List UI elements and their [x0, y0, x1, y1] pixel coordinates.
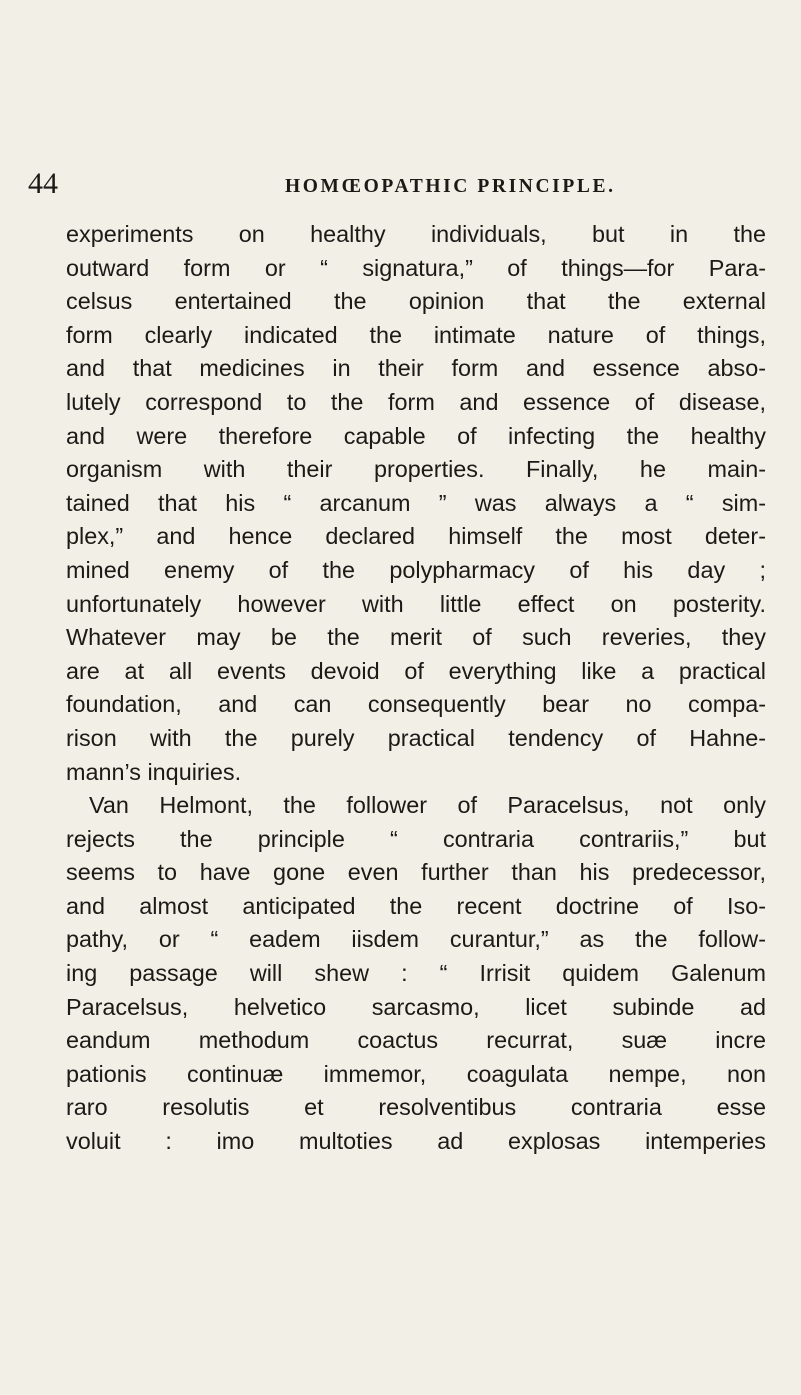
text-line: and were therefore capable of infecting the healthy: [66, 422, 766, 449]
text-line: mined enemy of the polypharmacy of his day ;: [66, 556, 766, 583]
running-head: HOMŒOPATHIC PRINCIPLE.: [285, 176, 616, 197]
paragraph-start-line: Van Helmont, the follower of Paracelsus, not only: [89, 792, 766, 819]
text-line: are at all events devoid of everything like a practical: [66, 657, 766, 684]
text-line: outward form or “ signatura,” of things—for Para-: [66, 254, 766, 281]
text-line: voluit : imo multoties ad explosas intemperies: [66, 1128, 766, 1155]
text-line: plex,” and hence declared himself the most deter-: [66, 523, 766, 550]
text-line: and that medicines in their form and essence abso-: [66, 355, 766, 382]
text-line: pationis continuæ immemor, coagulata nempe, non: [66, 1060, 766, 1087]
body-text: [66, 218, 766, 1159]
text-line: Whatever may be the merit of such reveries, they: [66, 624, 766, 651]
text-line: tained that his “ arcanum ” was always a “ sim-: [66, 489, 766, 516]
text-line: unfortunately however with little effect on posterity.: [66, 590, 766, 617]
text-line: Paracelsus, helvetico sarcasmo, licet subinde ad: [66, 993, 766, 1020]
text-line: and almost anticipated the recent doctrine of Iso-: [66, 892, 766, 919]
page-header: [28, 168, 768, 208]
text-line: foundation, and can consequently bear no compa-: [66, 691, 766, 718]
text-line: raro resolutis et resolventibus contraria esse: [66, 1094, 766, 1121]
text-line: experiments on healthy individuals, but in the: [66, 221, 766, 247]
text-line: seems to have gone even further than his predecessor,: [66, 859, 766, 886]
paragraph-end-line: mann’s inquiries.: [66, 758, 242, 785]
text-line: form clearly indicated the intimate nature of things,: [66, 321, 766, 348]
text-line: ing passage will shew : “ Irrisit quidem Galenum: [66, 960, 766, 987]
text-line: eandum methodum coactus recurrat, suæ incre: [66, 1027, 766, 1054]
text-line: rejects the principle “ contraria contrariis,” but: [66, 825, 766, 852]
text-line: celsus entertained the opinion that the external: [66, 288, 766, 315]
text-line: pathy, or “ eadem iisdem curantur,” as the follow-: [66, 926, 766, 953]
text-line: rison with the purely practical tendency of Hahne-: [66, 724, 766, 751]
text-line: organism with their properties. Finally, he main-: [66, 456, 766, 483]
text-line: lutely correspond to the form and essence of disease,: [66, 388, 766, 415]
page-number: 44: [28, 167, 58, 200]
